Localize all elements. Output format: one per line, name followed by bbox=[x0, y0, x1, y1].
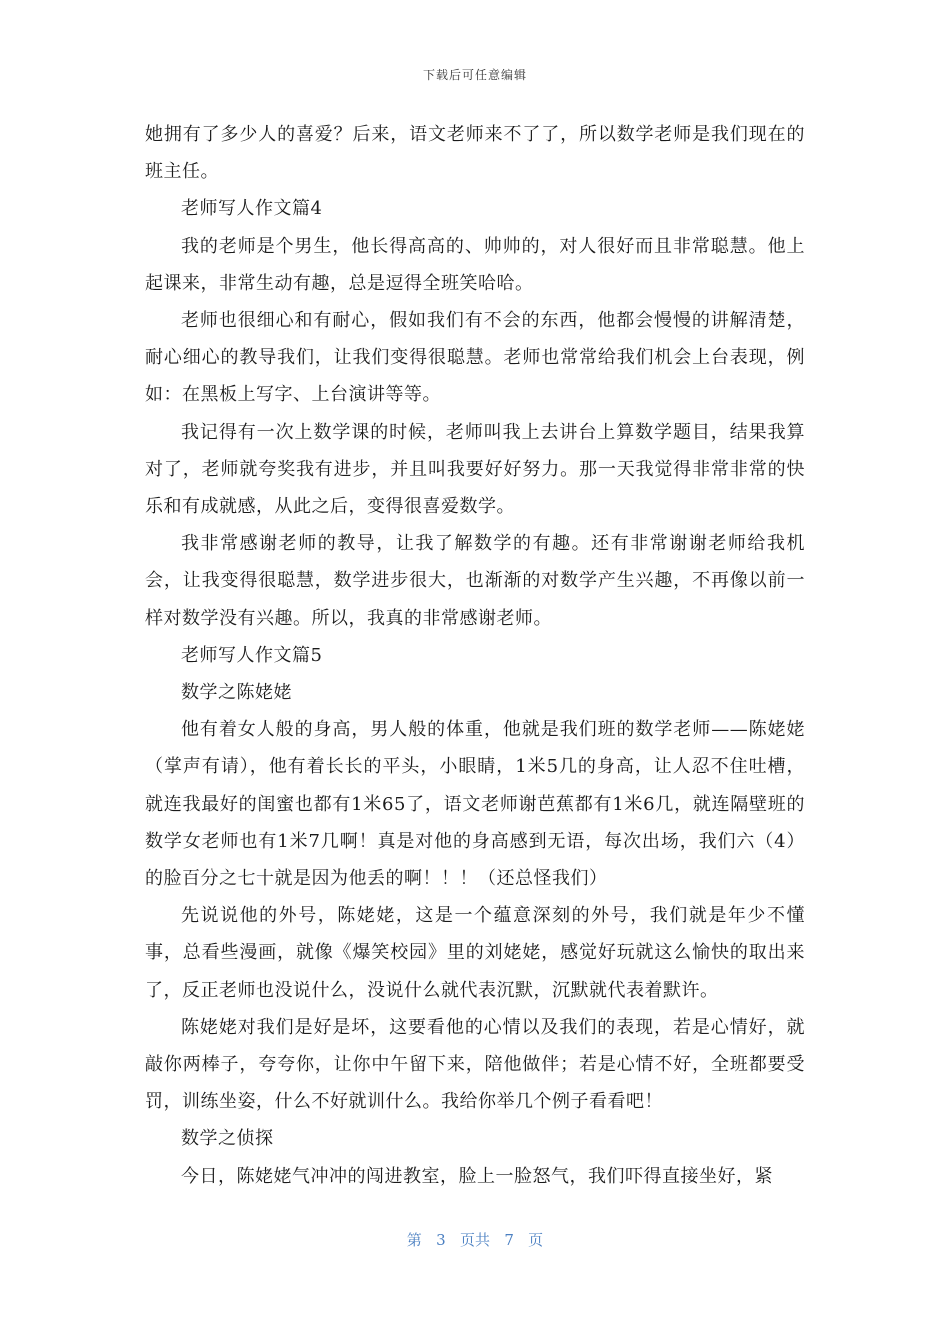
footer-prefix: 第 bbox=[406, 1231, 422, 1249]
page-footer bbox=[0, 1229, 950, 1250]
paragraph: 数学之侦探 bbox=[181, 1128, 274, 1150]
document-body bbox=[145, 116, 805, 1195]
paragraph: 先说说他的外号，陈姥姥，这是一个蕴意深刻的外号，我们就是年少不懂事，总看些漫画，就像《爆笑校园》里的刘姥姥，感觉好玩就这么愉快的取出来了，反正老师也没说什么，没说什么就代表沉默，沉默就代表着默许。 bbox=[145, 905, 805, 1001]
paragraph: 我记得有一次上数学课的时候，老师叫我上去讲台上算数学题目，结果我算对了，老师就夸奖我有进步，并且叫我要好好努力。那一天我觉得非常非常的快乐和有成就感，从此之后，变得很喜爱数学。 bbox=[145, 421, 805, 518]
paragraph: 陈姥姥对我们是好是坏，这要看他的心情以及我们的表现，若是心情好，就敲你两棒子，夸夸你，让你中午留下来，陪他做伴；若是心情不好，全班都要受罚，训练坐姿，什么不好就训什么。我给你举几个例子看看吧！ bbox=[145, 1016, 805, 1113]
footer-current-page: 3 bbox=[436, 1231, 446, 1249]
footer-suffix: 页 bbox=[528, 1231, 544, 1249]
page-header: 下载后可任意编辑 bbox=[422, 68, 527, 82]
paragraph: 老师写人作文篇5 bbox=[181, 644, 323, 666]
paragraph: 今日，陈姥姥气冲冲的闯进教室，脸上一脸怒气，我们吓得直接坐好，紧 bbox=[181, 1165, 773, 1187]
paragraph: 她拥有了多少人的喜爱？后来，语文老师来不了了，所以数学老师是我们现在的班主任。 bbox=[145, 124, 805, 183]
paragraph: 他有着女人般的身高，男人般的体重，他就是我们班的数学老师——陈姥姥（掌声有请），他有着长长的平头，小眼睛，1米5几的身高，让人忍不住吐槽，就连我最好的闺蜜也都有1米65了，语文老师谢芭蕉都有1米6几，就连隔壁班的数学女老师也有1米7几啊！真是对他的身高感到无语，每次出场，我们六（4）的脸百分之七十就是因为他丢的啊！！！（还总怪我们） bbox=[145, 719, 805, 890]
paragraph: 老师也很细心和有耐心，假如我们有不会的东西，他都会慢慢的讲解清楚，耐心细心的教导我们，让我们变得很聪慧。老师也常常给我们机会上台表现，例如：在黑板上写字、上台演讲等等。 bbox=[145, 310, 805, 406]
footer-total-pages: 7 bbox=[504, 1231, 514, 1249]
paragraph: 老师写人作文篇4 bbox=[181, 198, 323, 220]
paragraph: 我的老师是个男生，他长得高高的、帅帅的，对人很好而且非常聪慧。他上起课来，非常生动有趣，总是逗得全班笑哈哈。 bbox=[145, 235, 805, 294]
footer-middle: 页共 bbox=[459, 1231, 490, 1249]
paragraph: 数学之陈姥姥 bbox=[181, 682, 292, 704]
paragraph: 我非常感谢老师的教导，让我了解数学的有趣。还有非常谢谢老师给我机会，让我变得很聪慧，数学进步很大，也渐渐的对数学产生兴趣，不再像以前一样对数学没有兴趣。所以，我真的非常感谢老师。 bbox=[145, 533, 805, 629]
